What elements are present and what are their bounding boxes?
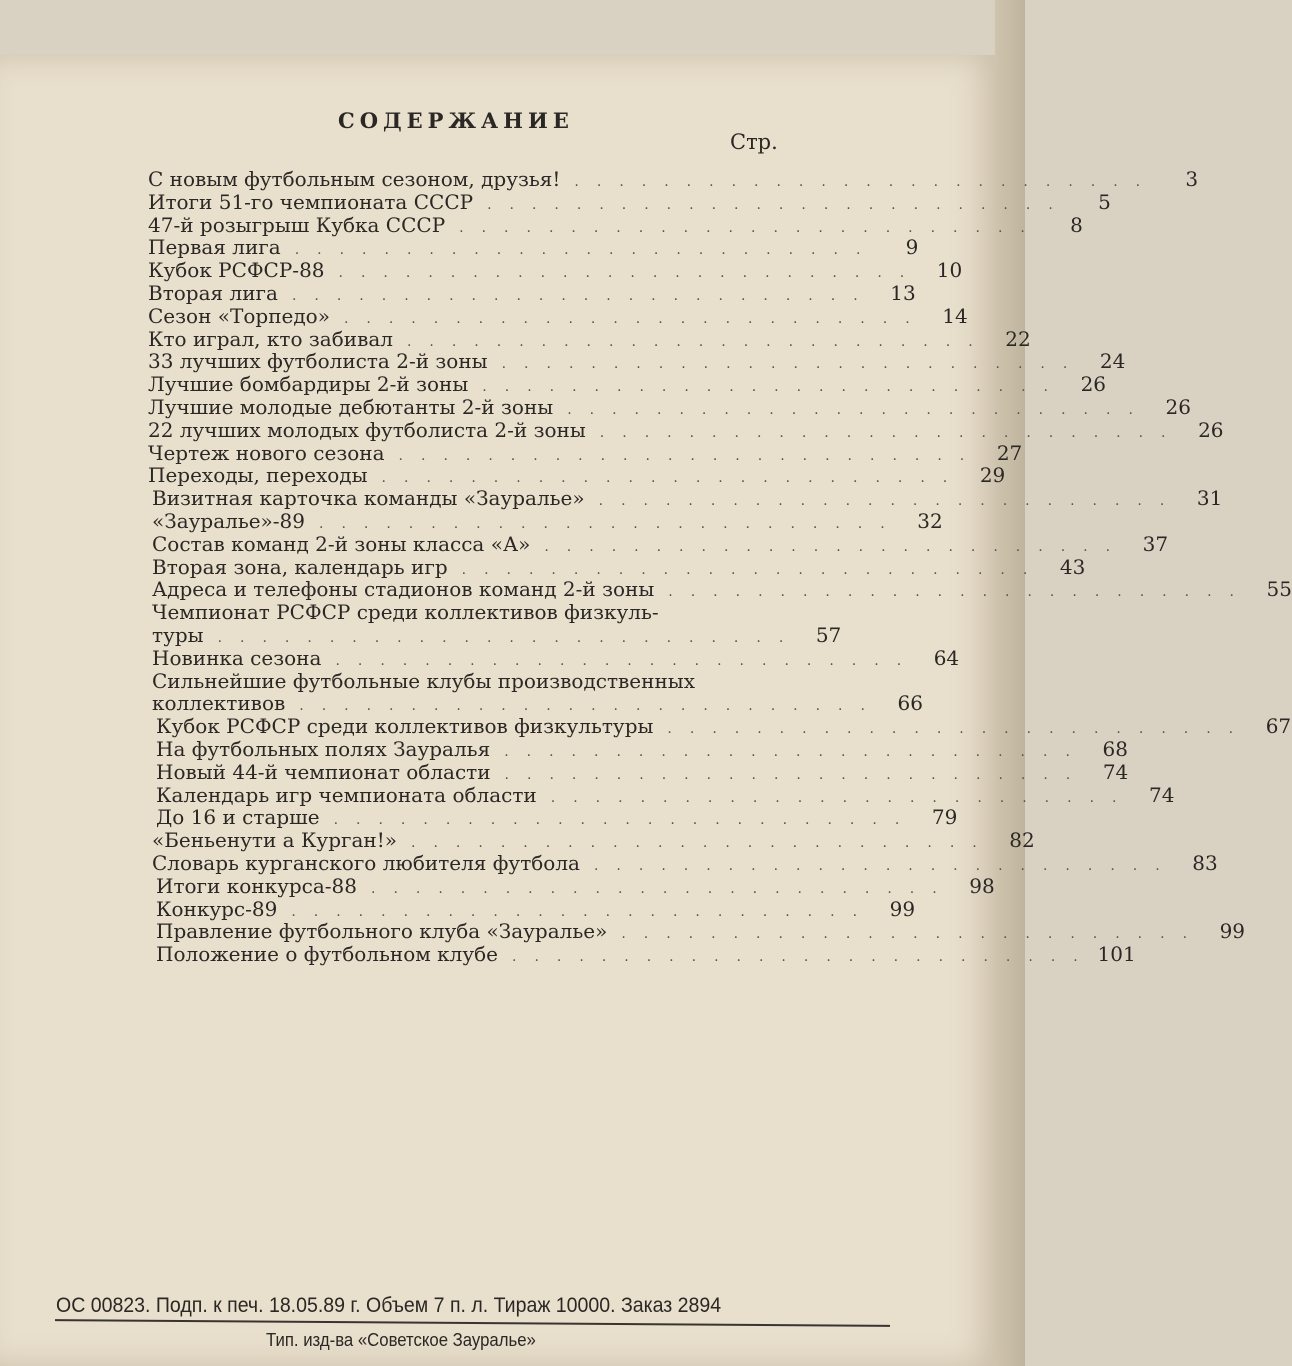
- leader-dots: ..........................: [567, 401, 1151, 418]
- toc-entry-title: Вторая лига: [148, 280, 278, 305]
- toc-entry-title: Лучшие молодые дебютанты 2-й зоны: [148, 394, 554, 419]
- toc-entry-page: 66: [897, 691, 923, 716]
- toc-entry-title: С новым футбольным сезоном, друзья!: [148, 167, 561, 191]
- leader-dots: ..........................: [544, 538, 1129, 555]
- leader-dots: ..........................: [574, 174, 1159, 190]
- toc-entry-page: 98: [969, 873, 995, 898]
- leader-dots: ..........................: [593, 857, 1178, 874]
- toc-entry-title: До 16 и старше: [156, 805, 320, 830]
- leader-dots: ..........................: [461, 561, 1046, 578]
- toc-entry: [148, 850, 1218, 875]
- toc-entry-title: Новый 44-й чемпионат области: [156, 759, 491, 784]
- toc-entry-title: Правление футбольного клуба «Зауралье»: [156, 919, 608, 944]
- toc-entry: [148, 645, 960, 670]
- toc-entry: [148, 554, 1086, 579]
- leader-dots: ..........................: [667, 721, 1252, 738]
- toc-entry-page: 26: [1080, 372, 1107, 397]
- toc-entry-page: 29: [979, 463, 1006, 488]
- toc-entry-page: 10: [936, 258, 963, 283]
- toc-entry-page: 13: [890, 280, 916, 305]
- imprint-line: ОС 00823. Подп. к печ. 18.05.89 г. Объем 7 п. л. Тираж 10000. Заказ 2894: [56, 1294, 722, 1317]
- leader-dots: ..........................: [294, 242, 879, 259]
- toc-entry-page: 99: [889, 896, 916, 921]
- toc-entry: [148, 235, 919, 260]
- toc-entry: [148, 896, 916, 921]
- leader-dots: ..........................: [501, 356, 1086, 373]
- printer-line: Тип. изд-ва «Советское Зауралье»: [266, 1330, 536, 1350]
- toc-entry-title: 22 лучших молодых футболиста 2-й зоны: [148, 417, 586, 442]
- page-title: СОДЕРЖАНИЕ: [338, 108, 574, 133]
- toc-entry-title: Первая лига: [148, 235, 281, 260]
- toc-entry-page: 43: [1059, 554, 1086, 579]
- leader-dots: ..........................: [217, 629, 802, 646]
- toc-entry-page: 26: [1198, 417, 1224, 442]
- leader-dots: ..........................: [482, 379, 1067, 396]
- toc-entry-page: 22: [1005, 326, 1031, 351]
- leader-dots: ..........................: [381, 470, 966, 487]
- toc-entry-title: Лучшие бомбардиры 2-й зоны: [148, 372, 469, 397]
- toc-entry-page: 83: [1192, 850, 1218, 875]
- toc-entry: [148, 622, 842, 647]
- leader-dots: ..........................: [299, 698, 883, 715]
- toc-entry: [148, 326, 1031, 351]
- leader-dots: ..........................: [487, 196, 1071, 213]
- toc-entry: [148, 919, 1246, 944]
- toc-entry: [148, 714, 1292, 739]
- toc-entry-title: 47-й розыгрыш Кубка СССР: [148, 212, 446, 237]
- toc-entry-title: Сезон «Торпедо»: [148, 303, 330, 328]
- leader-dots: ..........................: [668, 584, 1252, 601]
- page-column-label: Стр.: [730, 130, 778, 154]
- toc-entry-page: 37: [1142, 531, 1169, 556]
- toc-entry-title: Чертеж нового сезона: [148, 440, 385, 465]
- toc-entry-page: 99: [1219, 919, 1246, 944]
- leader-dots: ..........................: [338, 265, 923, 282]
- leader-dots: ..........................: [319, 515, 903, 532]
- toc-entry-page: 14: [942, 303, 968, 328]
- toc-entry: [148, 372, 1107, 397]
- toc-entry-page: 9: [905, 235, 919, 260]
- toc-entry-title: Итоги конкурса-88: [156, 873, 357, 898]
- toc-entry-title: Состав команд 2-й зоны класса «А»: [152, 531, 531, 556]
- toc-entry: [148, 212, 1083, 237]
- toc-entry-page: 64: [933, 645, 960, 670]
- toc-entry-page: 32: [917, 508, 943, 533]
- toc-entry-title: Итоги 51-го чемпионата СССР: [148, 189, 474, 214]
- toc-entry-title: Чемпионат РСФСР среди коллективов физкуль-: [152, 600, 659, 625]
- leader-dots: ..........................: [459, 219, 1043, 236]
- toc-entry: [148, 486, 1223, 511]
- toc-entry: [148, 189, 1111, 214]
- toc-entry: [148, 417, 1224, 442]
- toc-entry: [148, 736, 1128, 761]
- toc-entry-page: 67: [1265, 714, 1292, 739]
- toc-entry-title: Словарь курганского любителя футбола: [152, 850, 580, 875]
- toc-entry-page: 74: [1149, 782, 1175, 807]
- toc-entry-page: 26: [1165, 394, 1191, 419]
- toc-entry: [148, 942, 1136, 967]
- toc-entry-title: Конкурс-89: [156, 896, 278, 921]
- leader-dots: ..........................: [335, 652, 920, 669]
- leader-dots: ..........................: [291, 903, 876, 920]
- leader-dots: ..........................: [333, 812, 918, 829]
- toc-entry-page: 82: [1009, 828, 1035, 853]
- toc-entry-title: 33 лучших футболиста 2-й зоны: [148, 349, 488, 374]
- toc-entry-page: 5: [1098, 189, 1111, 214]
- leader-dots: ..........................: [371, 880, 955, 897]
- leader-dots: ..........................: [343, 310, 928, 327]
- toc-entry-title: коллективов: [152, 691, 286, 716]
- toc-entry-page: 55: [1266, 577, 1292, 602]
- toc-entry-title: Календарь игр чемпионата области: [156, 782, 537, 807]
- leader-dots: ..........................: [504, 766, 1089, 783]
- toc-entry-page: 57: [815, 622, 842, 647]
- toc-entry-title: Положение о футбольном клубе: [156, 942, 499, 967]
- toc-entry: [148, 508, 943, 533]
- toc-entry-page: 31: [1196, 486, 1223, 511]
- toc-entry-title: Кубок РСФСР-88: [148, 258, 325, 283]
- leader-dots: ..........................: [598, 493, 1183, 510]
- leader-dots: ..........................: [291, 287, 876, 304]
- toc-entry: [148, 601, 780, 624]
- toc-entry: [148, 531, 1169, 556]
- toc-entry: [148, 440, 1023, 465]
- leader-dots: ..........................: [504, 743, 1088, 760]
- toc-entry-title: Кто играл, кто забивал: [148, 326, 393, 351]
- toc-entry: [148, 394, 1191, 419]
- toc-entry-title: Переходы, переходы: [148, 463, 368, 488]
- leader-dots: ..........................: [550, 789, 1135, 806]
- leader-dots: ..........................: [512, 949, 1096, 966]
- toc-entry-title: На футбольных полях Зауралья: [156, 736, 491, 761]
- table-of-contents: [148, 167, 1292, 967]
- leader-dots: ..........................: [621, 926, 1206, 943]
- toc-entry-page: 8: [1070, 212, 1083, 237]
- toc-entry: [148, 873, 995, 898]
- toc-entry-title: Новинка сезона: [152, 645, 322, 670]
- leader-dots: ..........................: [599, 424, 1184, 441]
- toc-entry: [148, 463, 1006, 488]
- toc-entry-title: Сильнейшие футбольные клубы производственных: [152, 668, 695, 693]
- toc-entry-page: 74: [1102, 759, 1129, 784]
- toc-entry-title: Вторая зона, календарь игр: [152, 554, 448, 579]
- toc-entry: [148, 167, 1199, 191]
- toc-entry: [148, 303, 968, 328]
- toc-entry-title: «Зауралье»-89: [152, 508, 305, 533]
- toc-entry: [148, 782, 1175, 807]
- toc-entry-page: 79: [931, 805, 958, 830]
- toc-entry: [148, 828, 1035, 853]
- leader-dots: ..........................: [411, 835, 995, 852]
- toc-entry-title: Кубок РСФСР среди коллективов физкультуры: [156, 714, 654, 739]
- toc-entry-page: 24: [1099, 349, 1126, 374]
- toc-entry-page: 68: [1102, 736, 1128, 761]
- toc-entry: [148, 670, 780, 693]
- leader-dots: ..........................: [406, 333, 991, 350]
- toc-entry: [148, 280, 916, 305]
- toc-entry-title: туры: [152, 622, 204, 647]
- toc-entry-title: «Беньенути а Курган!»: [152, 828, 398, 853]
- toc-entry: [148, 577, 1292, 602]
- toc-entry: [148, 258, 963, 283]
- toc-entry: [148, 805, 958, 830]
- toc-entry: [148, 759, 1129, 784]
- toc-entry-title: Адреса и телефоны стадионов команд 2-й зоны: [152, 577, 655, 602]
- toc-entry-page: 101: [1097, 942, 1136, 967]
- toc-entry: [148, 349, 1126, 374]
- leader-dots: ..........................: [398, 447, 983, 464]
- toc-entry-title: Визитная карточка команды «Зауралье»: [152, 486, 585, 511]
- toc-entry-page: 27: [996, 440, 1023, 465]
- toc-entry-page: 3: [1185, 167, 1199, 191]
- toc-entry: [148, 691, 923, 716]
